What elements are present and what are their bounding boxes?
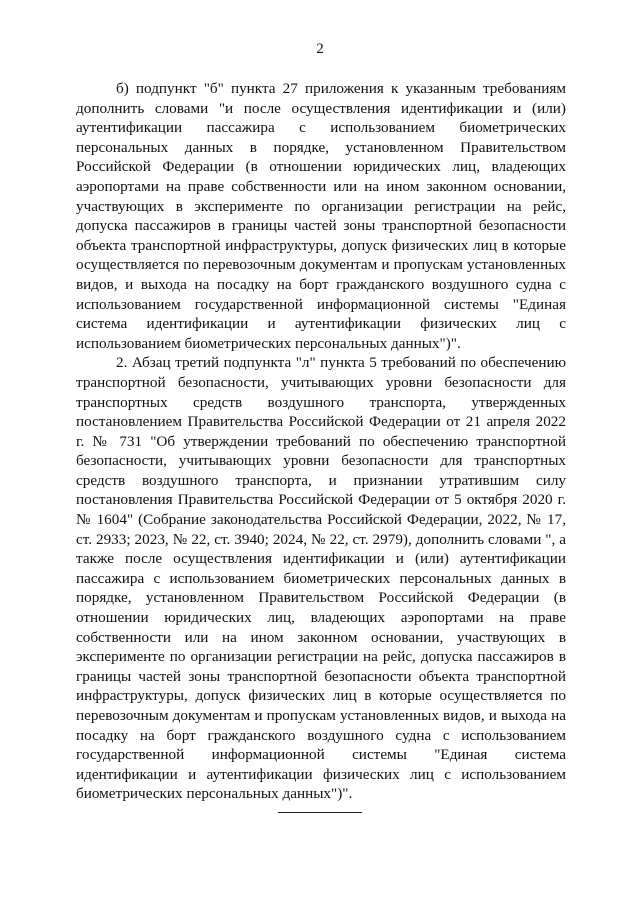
page-number: 2	[316, 41, 324, 57]
end-separator-line	[278, 812, 362, 813]
paragraph-subpoint-b: б) подпункт "б" пункта 27 приложения к указанным требованиям дополнить словами "и после осуществления идентификации и (или) аутентификации пассажира с использованием биометрических персональных данных в порядке, установленном Правительством Российской Федерации (в отношении юридических лиц, владеющих аэропортами на праве собственности или на ином законном основании, участвующих в эксперименте по организации регистрации на рейс, допуска пассажиров в границы частей зоны транспортной безопасности объекта транспортной инфраструктуры, допуск физических лиц в которые осуществляется по перевозочным документам и пропускам установленных видов, и выхода на посадку на борт гражданского воздушного судна с использованием государственной информационной системы "Единая система идентификации и аутентификации физических лиц с использованием биометрических персональных данных")".	[76, 80, 566, 352]
document-body	[76, 79, 566, 804]
paragraph-item-2: 2. Абзац третий подпункта "л" пункта 5 требований по обеспечению транспортной безопасности, учитывающих уровни безопасности для транспортных средств воздушного транспорта, утвержденных постановлением Правительства Российской Федерации от 21 апреля 2022 г. № 731 "Об утверждении требований по обеспечению транспортной безопасности, учитывающих уровни безопасности для транспортных средств воздушного транспорта, и признании утратившим силу постановления Правительства Российской Федерации от 5 октября 2020 г. № 1604" (Собрание законодательства Российской Федерации, 2022, № 17, ст. 2933; 2023, № 22, ст. 3940; 2024, № 22, ст. 2979), дополнить словами ", а также после осуществления идентификации и (или) аутентификации пассажира с использованием биометрических персональных данных в порядке, установленном Правительством Российской Федерации (в отношении юридических лиц, владеющих аэропортами на праве собственности или на ином законном основании, участвующих в эксперименте по организации регистрации на рейс, допуска пассажиров в границы частей зоны транспортной безопасности объекта транспортной инфраструктуры, допуск физических лиц в которые осуществляется по перевозочным документам и пропускам установленных видов, и выхода на посадку на борт гражданского воздушного судна с использованием государственной информационной системы "Единая система идентификации и аутентификации физических лиц с использованием биометрических персональных данных")".	[76, 354, 566, 803]
